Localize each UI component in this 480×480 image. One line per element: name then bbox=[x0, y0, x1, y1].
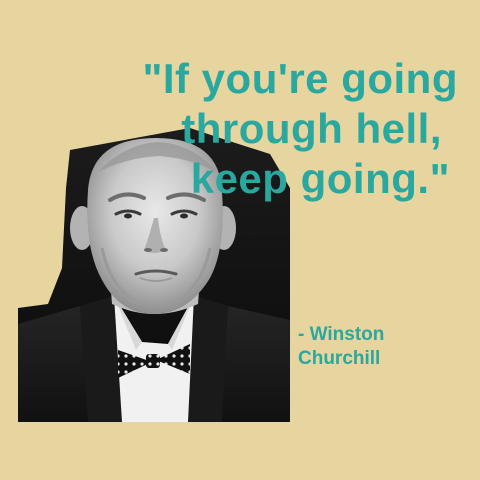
quote-line-2: through hell, bbox=[181, 105, 442, 152]
quote-line-1: "If you're going bbox=[142, 55, 458, 102]
quote-text bbox=[90, 54, 458, 204]
attribution-line-1: - Winston bbox=[298, 324, 385, 345]
attribution-line-2: Churchill bbox=[298, 348, 381, 369]
quote-line-3: keep going." bbox=[190, 155, 450, 202]
quote-attribution bbox=[298, 323, 384, 371]
